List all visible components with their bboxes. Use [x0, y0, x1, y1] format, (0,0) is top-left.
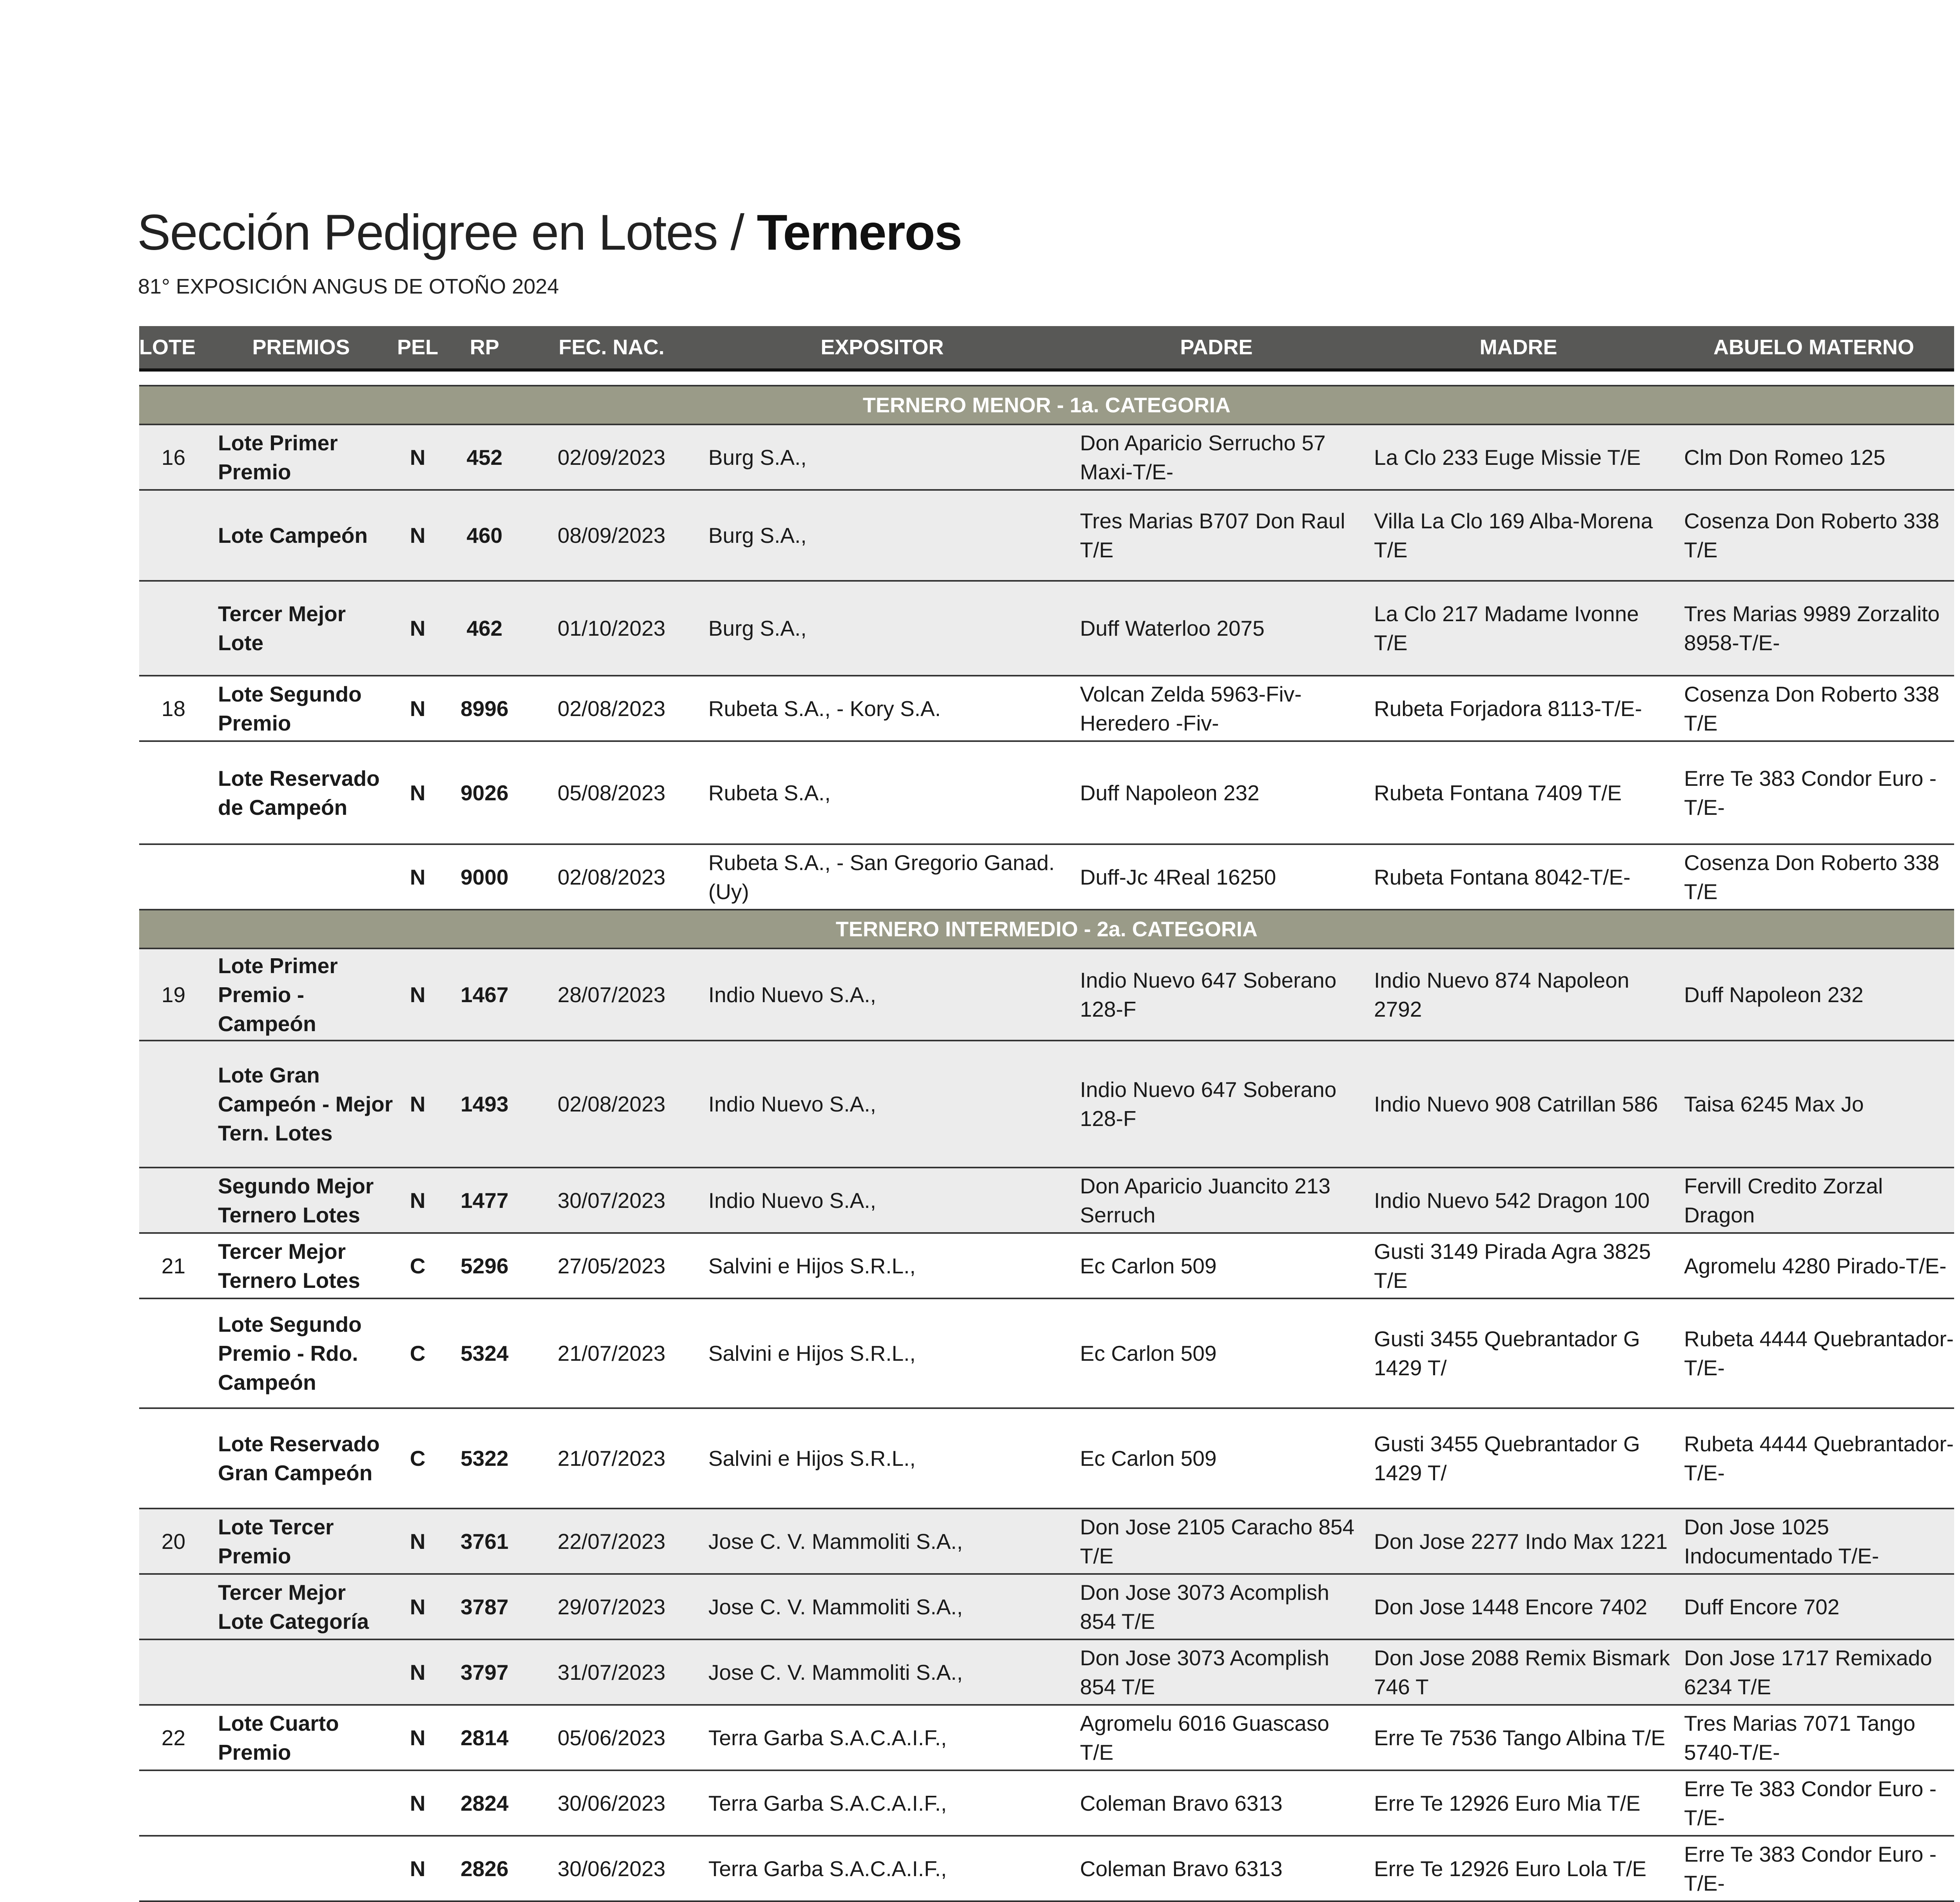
- premio-cell: Lote Gran Campeón - Mejor Tern. Lotes: [208, 1041, 394, 1168]
- spacer: [139, 370, 1954, 386]
- pel-cell: N: [394, 581, 441, 676]
- results-table: [139, 326, 1954, 1902]
- fecha-cell: 05/08/2023: [528, 741, 695, 844]
- padre-cell: Don Jose 3073 Acomplish 854 T/E: [1069, 1639, 1363, 1705]
- expositor-cell: Rubeta S.A., - San Gregorio Ganad. (Uy): [695, 844, 1069, 910]
- pel-cell: N: [394, 1770, 441, 1836]
- abuelo-materno-cell: Clm Don Romeo 125: [1673, 424, 1954, 490]
- padre-cell: Coleman Bravo 6313: [1069, 1836, 1363, 1901]
- table-row: [139, 1509, 1954, 1574]
- abuelo-materno-cell: Fervill Credito Zorzal Dragon: [1673, 1168, 1954, 1233]
- premio-cell: [208, 1639, 394, 1705]
- abuelo-materno-cell: Cosenza Don Roberto 338 T/E: [1673, 490, 1954, 581]
- table-row: [139, 1574, 1954, 1639]
- pel-cell: N: [394, 1509, 441, 1574]
- padre-cell: Ec Carlon 509: [1069, 1233, 1363, 1298]
- pel-cell: N: [394, 741, 441, 844]
- premio-cell: [208, 1770, 394, 1836]
- title-light: Sección Pedigree en Lotes /: [137, 205, 757, 261]
- madre-cell: Indio Nuevo 874 Napoleon 2792: [1363, 948, 1673, 1041]
- abuelo-materno-cell: Erre Te 383 Condor Euro -T/E-: [1673, 1836, 1954, 1901]
- rp-cell: 8996: [441, 676, 528, 741]
- padre-cell: Don Aparicio Juancito 213 Serruch: [1069, 1168, 1363, 1233]
- abuelo-materno-cell: Don Jose 1025 Indocumentado T/E-: [1673, 1509, 1954, 1574]
- premio-cell: Lote Cuarto Premio: [208, 1705, 394, 1770]
- abuelo-materno-cell: Don Jose 1717 Remixado 6234 T/E: [1673, 1639, 1954, 1705]
- lote-cell: [139, 581, 208, 676]
- table-row: [139, 1041, 1954, 1168]
- premio-cell: [208, 844, 394, 910]
- madre-cell: Rubeta Fontana 7409 T/E: [1363, 741, 1673, 844]
- rp-cell: 3787: [441, 1574, 528, 1639]
- madre-cell: Don Jose 1448 Encore 7402: [1363, 1574, 1673, 1639]
- madre-cell: Indio Nuevo 542 Dragon 100: [1363, 1168, 1673, 1233]
- rp-cell: 460: [441, 490, 528, 581]
- fecha-cell: 22/07/2023: [528, 1509, 695, 1574]
- expositor-cell: Rubeta S.A.,: [695, 741, 1069, 844]
- madre-cell: Gusti 3455 Quebrantador G 1429 T/: [1363, 1298, 1673, 1408]
- col-header-rp: RP: [441, 326, 528, 370]
- category-header: [139, 910, 1954, 948]
- premio-cell: [208, 1836, 394, 1901]
- premio-cell: Lote Primer Premio: [208, 424, 394, 490]
- fecha-cell: 08/09/2023: [528, 490, 695, 581]
- lote-cell: [139, 741, 208, 844]
- category-title: TERNERO MENOR - 1a. CATEGORIA: [139, 386, 1954, 424]
- rp-cell: 2826: [441, 1836, 528, 1901]
- lote-cell: [139, 1298, 208, 1408]
- pel-cell: N: [394, 1574, 441, 1639]
- lote-cell: 22: [139, 1705, 208, 1770]
- madre-cell: Gusti 3455 Quebrantador G 1429 T/: [1363, 1408, 1673, 1509]
- expositor-cell: Jose C. V. Mammoliti S.A.,: [695, 1574, 1069, 1639]
- rp-cell: 2814: [441, 1705, 528, 1770]
- padre-cell: Indio Nuevo 647 Soberano 128-F: [1069, 948, 1363, 1041]
- madre-cell: La Clo 217 Madame Ivonne T/E: [1363, 581, 1673, 676]
- lote-cell: [139, 844, 208, 910]
- fecha-cell: 01/10/2023: [528, 581, 695, 676]
- abuelo-materno-cell: Cosenza Don Roberto 338 T/E: [1673, 676, 1954, 741]
- expositor-cell: Rubeta S.A., - Kory S.A.: [695, 676, 1069, 741]
- pel-cell: N: [394, 1041, 441, 1168]
- fecha-cell: 30/07/2023: [528, 1168, 695, 1233]
- lote-cell: [139, 1168, 208, 1233]
- rp-cell: 2824: [441, 1770, 528, 1836]
- expositor-cell: Salvini e Hijos S.R.L.,: [695, 1298, 1069, 1408]
- fecha-cell: 05/06/2023: [528, 1705, 695, 1770]
- madre-cell: Don Jose 2088 Remix Bismark 746 T: [1363, 1639, 1673, 1705]
- padre-cell: Duff Waterloo 2075: [1069, 581, 1363, 676]
- col-header-premios: PREMIOS: [208, 326, 394, 370]
- madre-cell: Erre Te 12926 Euro Mia T/E: [1363, 1770, 1673, 1836]
- padre-cell: Indio Nuevo 647 Soberano 128-F: [1069, 1041, 1363, 1168]
- fecha-cell: 30/06/2023: [528, 1770, 695, 1836]
- fecha-cell: 02/08/2023: [528, 844, 695, 910]
- premio-cell: Lote Segundo Premio - Rdo. Campeón: [208, 1298, 394, 1408]
- fecha-cell: 02/08/2023: [528, 676, 695, 741]
- table-row: [139, 490, 1954, 581]
- category-header: [139, 386, 1954, 424]
- fecha-cell: 27/05/2023: [528, 1233, 695, 1298]
- padre-cell: Don Aparicio Serrucho 57 Maxi-T/E-: [1069, 424, 1363, 490]
- madre-cell: Villa La Clo 169 Alba-Morena T/E: [1363, 490, 1673, 581]
- fecha-cell: 21/07/2023: [528, 1298, 695, 1408]
- pel-cell: C: [394, 1408, 441, 1509]
- premio-cell: Tercer Mejor Lote Categoría: [208, 1574, 394, 1639]
- lote-cell: [139, 1408, 208, 1509]
- table-row: [139, 1770, 1954, 1836]
- lote-cell: 21: [139, 1233, 208, 1298]
- padre-cell: Volcan Zelda 5963-Fiv-Heredero -Fiv-: [1069, 676, 1363, 741]
- padre-cell: Coleman Bravo 6313: [1069, 1770, 1363, 1836]
- abuelo-materno-cell: Agromelu 4280 Pirado-T/E-: [1673, 1233, 1954, 1298]
- fecha-cell: 29/07/2023: [528, 1574, 695, 1639]
- premio-cell: Lote Segundo Premio: [208, 676, 394, 741]
- rp-cell: 1477: [441, 1168, 528, 1233]
- table-row: [139, 676, 1954, 741]
- rp-cell: 1467: [441, 948, 528, 1041]
- expositor-cell: Jose C. V. Mammoliti S.A.,: [695, 1509, 1069, 1574]
- table-row: [139, 844, 1954, 910]
- pel-cell: C: [394, 1298, 441, 1408]
- lote-cell: 18: [139, 676, 208, 741]
- rp-cell: 1493: [441, 1041, 528, 1168]
- table-row: [139, 424, 1954, 490]
- abuelo-materno-cell: Tres Marias 9989 Zorzalito 8958-T/E-: [1673, 581, 1954, 676]
- table-row: [139, 1168, 1954, 1233]
- table-row: [139, 948, 1954, 1041]
- title-bold: Terneros: [757, 205, 962, 261]
- category-title: TERNERO INTERMEDIO - 2a. CATEGORIA: [139, 910, 1954, 948]
- pel-cell: N: [394, 1168, 441, 1233]
- col-header-fec-nac: FEC. NAC.: [528, 326, 695, 370]
- padre-cell: Tres Marias B707 Don Raul T/E: [1069, 490, 1363, 581]
- expositor-cell: Indio Nuevo S.A.,: [695, 1041, 1069, 1168]
- col-header-madre: MADRE: [1363, 326, 1673, 370]
- table-row: [139, 741, 1954, 844]
- page-subtitle: 81° EXPOSICIÓN ANGUS DE OTOÑO 2024: [138, 275, 559, 298]
- page-title: [137, 204, 962, 261]
- premio-cell: Tercer Mejor Lote: [208, 581, 394, 676]
- expositor-cell: Indio Nuevo S.A.,: [695, 948, 1069, 1041]
- madre-cell: Erre Te 12926 Euro Lola T/E: [1363, 1836, 1673, 1901]
- lote-cell: [139, 1770, 208, 1836]
- rp-cell: 5322: [441, 1408, 528, 1509]
- pel-cell: C: [394, 1233, 441, 1298]
- lote-cell: [139, 1639, 208, 1705]
- premio-cell: Lote Reservado Gran Campeón: [208, 1408, 394, 1509]
- expositor-cell: Indio Nuevo S.A.,: [695, 1168, 1069, 1233]
- rp-cell: 452: [441, 424, 528, 490]
- expositor-cell: Burg S.A.,: [695, 581, 1069, 676]
- premio-cell: Lote Reservado de Campeón: [208, 741, 394, 844]
- lote-cell: [139, 490, 208, 581]
- abuelo-materno-cell: Duff Napoleon 232: [1673, 948, 1954, 1041]
- padre-cell: Ec Carlon 509: [1069, 1408, 1363, 1509]
- col-header-padre: PADRE: [1069, 326, 1363, 370]
- padre-cell: Ec Carlon 509: [1069, 1298, 1363, 1408]
- rp-cell: 5296: [441, 1233, 528, 1298]
- abuelo-materno-cell: Erre Te 383 Condor Euro -T/E-: [1673, 741, 1954, 844]
- expositor-cell: Salvini e Hijos S.R.L.,: [695, 1408, 1069, 1509]
- madre-cell: La Clo 233 Euge Missie T/E: [1363, 424, 1673, 490]
- lote-cell: 16: [139, 424, 208, 490]
- fecha-cell: 21/07/2023: [528, 1408, 695, 1509]
- table-header: [139, 326, 1954, 370]
- lote-cell: [139, 1041, 208, 1168]
- pel-cell: N: [394, 1705, 441, 1770]
- rp-cell: 3761: [441, 1509, 528, 1574]
- expositor-cell: Salvini e Hijos S.R.L.,: [695, 1233, 1069, 1298]
- pel-cell: N: [394, 844, 441, 910]
- col-header-pel: PEL: [394, 326, 441, 370]
- premio-cell: Tercer Mejor Ternero Lotes: [208, 1233, 394, 1298]
- table-row: [139, 1298, 1954, 1408]
- rp-cell: 9000: [441, 844, 528, 910]
- table-row: [139, 1705, 1954, 1770]
- madre-cell: Rubeta Forjadora 8113-T/E-: [1363, 676, 1673, 741]
- premio-cell: Lote Primer Premio - Campeón: [208, 948, 394, 1041]
- table-row: [139, 1836, 1954, 1901]
- expositor-cell: Jose C. V. Mammoliti S.A.,: [695, 1639, 1069, 1705]
- fecha-cell: 02/09/2023: [528, 424, 695, 490]
- premio-cell: Lote Campeón: [208, 490, 394, 581]
- expositor-cell: Terra Garba S.A.C.A.I.F.,: [695, 1770, 1069, 1836]
- lote-cell: [139, 1574, 208, 1639]
- madre-cell: Indio Nuevo 908 Catrillan 586: [1363, 1041, 1673, 1168]
- padre-cell: Duff-Jc 4Real 16250: [1069, 844, 1363, 910]
- premio-cell: Lote Tercer Premio: [208, 1509, 394, 1574]
- expositor-cell: Terra Garba S.A.C.A.I.F.,: [695, 1836, 1069, 1901]
- abuelo-materno-cell: Duff Encore 702: [1673, 1574, 1954, 1639]
- table-row: [139, 1408, 1954, 1509]
- padre-cell: Agromelu 6016 Guascaso T/E: [1069, 1705, 1363, 1770]
- col-header-abuelo-materno: ABUELO MATERNO: [1673, 326, 1954, 370]
- fecha-cell: 02/08/2023: [528, 1041, 695, 1168]
- rp-cell: 462: [441, 581, 528, 676]
- lote-cell: 19: [139, 948, 208, 1041]
- padre-cell: Don Jose 3073 Acomplish 854 T/E: [1069, 1574, 1363, 1639]
- col-header-expositor: EXPOSITOR: [695, 326, 1069, 370]
- rp-cell: 9026: [441, 741, 528, 844]
- madre-cell: Gusti 3149 Pirada Agra 3825 T/E: [1363, 1233, 1673, 1298]
- madre-cell: Rubeta Fontana 8042-T/E-: [1363, 844, 1673, 910]
- pel-cell: N: [394, 1836, 441, 1901]
- expositor-cell: Terra Garba S.A.C.A.I.F.,: [695, 1705, 1069, 1770]
- madre-cell: Erre Te 7536 Tango Albina T/E: [1363, 1705, 1673, 1770]
- abuelo-materno-cell: Tres Marias 7071 Tango 5740-T/E-: [1673, 1705, 1954, 1770]
- abuelo-materno-cell: Rubeta 4444 Quebrantador-T/E-: [1673, 1298, 1954, 1408]
- table-row: [139, 1233, 1954, 1298]
- expositor-cell: Burg S.A.,: [695, 490, 1069, 581]
- premio-cell: Segundo Mejor Ternero Lotes: [208, 1168, 394, 1233]
- rp-cell: 3797: [441, 1639, 528, 1705]
- abuelo-materno-cell: Erre Te 383 Condor Euro -T/E-: [1673, 1770, 1954, 1836]
- padre-cell: Don Jose 2105 Caracho 854 T/E: [1069, 1509, 1363, 1574]
- table-row: [139, 581, 1954, 676]
- fecha-cell: 30/06/2023: [528, 1836, 695, 1901]
- fecha-cell: 31/07/2023: [528, 1639, 695, 1705]
- spacer-cell: [139, 370, 1954, 386]
- pel-cell: N: [394, 490, 441, 581]
- madre-cell: Don Jose 2277 Indo Max 1221: [1363, 1509, 1673, 1574]
- abuelo-materno-cell: Rubeta 4444 Quebrantador-T/E-: [1673, 1408, 1954, 1509]
- fecha-cell: 28/07/2023: [528, 948, 695, 1041]
- lote-cell: [139, 1836, 208, 1901]
- padre-cell: Duff Napoleon 232: [1069, 741, 1363, 844]
- pel-cell: N: [394, 948, 441, 1041]
- expositor-cell: Burg S.A.,: [695, 424, 1069, 490]
- col-header-lote: LOTE: [139, 326, 208, 370]
- pel-cell: N: [394, 676, 441, 741]
- rp-cell: 5324: [441, 1298, 528, 1408]
- table-row: [139, 1639, 1954, 1705]
- lote-cell: 20: [139, 1509, 208, 1574]
- pel-cell: N: [394, 1639, 441, 1705]
- abuelo-materno-cell: Taisa 6245 Max Jo: [1673, 1041, 1954, 1168]
- abuelo-materno-cell: Cosenza Don Roberto 338 T/E: [1673, 844, 1954, 910]
- pel-cell: N: [394, 424, 441, 490]
